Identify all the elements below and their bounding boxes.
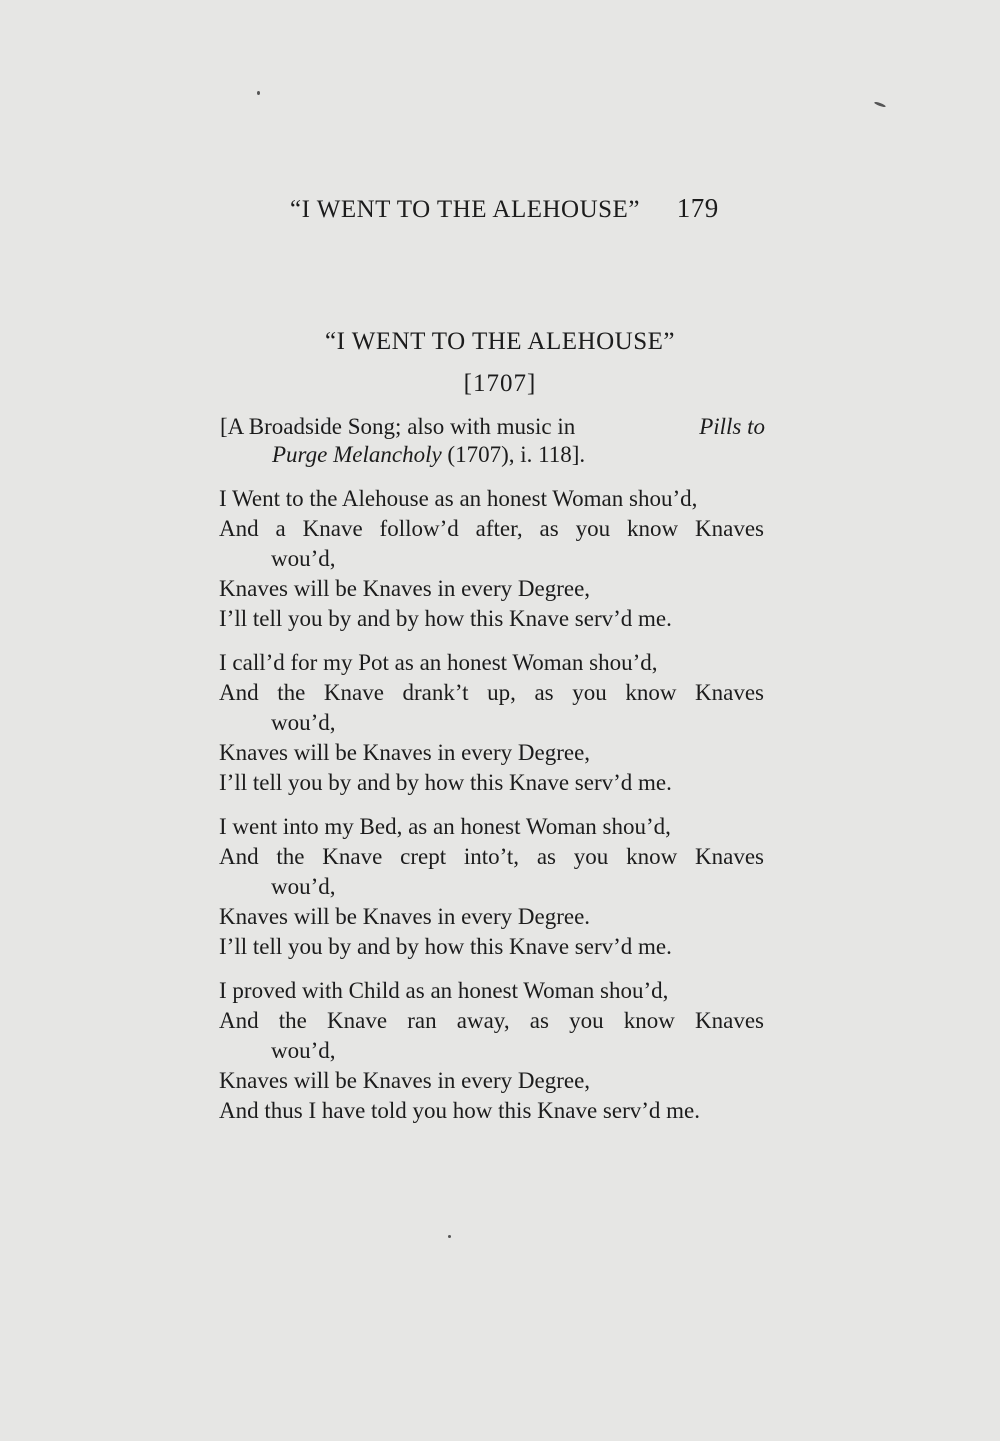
verse-line: I’ll tell you by and by how this Knave serv’d me. bbox=[219, 770, 672, 795]
verse-line: I’ll tell you by and by how this Knave serv’d me. bbox=[219, 606, 672, 631]
stanza-1 bbox=[219, 484, 764, 634]
source-note-line-1 bbox=[220, 413, 765, 441]
verse-line: I Went to the Alehouse as an honest Woman shou’d, bbox=[219, 486, 698, 511]
verse-line: And thus I have told you how this Knave serv’d me. bbox=[219, 1098, 701, 1123]
verse-line-continuation: wou’d, bbox=[271, 874, 336, 899]
stanza-4 bbox=[219, 976, 764, 1126]
verse-line: I call’d for my Pot as an honest Woman shou’d, bbox=[219, 650, 658, 675]
verse-line-continuation: wou’d, bbox=[271, 546, 336, 571]
verse-line: Knaves will be Knaves in every Degree, bbox=[219, 1068, 591, 1093]
verse-line: I proved with Child as an honest Woman shou’d, bbox=[219, 978, 669, 1003]
source-note bbox=[220, 413, 765, 469]
verse-line: Knaves will be Knaves in every Degree. bbox=[219, 904, 591, 929]
verse-line: I’ll tell you by and by how this Knave serv’d me. bbox=[219, 934, 672, 959]
running-head bbox=[290, 193, 770, 224]
paper-speck bbox=[257, 91, 260, 95]
poem-year: [1707] bbox=[463, 370, 537, 397]
source-note-text: [A Broadside Song; also with music in bbox=[220, 414, 576, 439]
verse-line-continuation: wou’d, bbox=[271, 1038, 336, 1063]
poem-body bbox=[219, 484, 764, 1140]
verse-line: Knaves will be Knaves in every Degree, bbox=[219, 576, 591, 601]
stanza-2 bbox=[219, 648, 764, 798]
page-number: 179 bbox=[676, 193, 719, 223]
source-note-line-2 bbox=[220, 441, 765, 469]
source-note-citation: (1707), i. 118]. bbox=[441, 442, 586, 467]
verse-line: And the Knave ran away, as you know Knaves bbox=[219, 1008, 764, 1033]
paper-speck bbox=[874, 101, 886, 108]
source-note-italic-purge: Purge Melancholy bbox=[272, 442, 442, 467]
stanza-3 bbox=[219, 812, 764, 962]
verse-line-continuation: wou’d, bbox=[271, 710, 336, 735]
verse-line: I went into my Bed, as an honest Woman shou’d, bbox=[219, 814, 671, 839]
poem-title: “I WENT TO THE ALEHOUSE” bbox=[325, 328, 675, 355]
running-head-title: “I WENT TO THE ALEHOUSE” bbox=[290, 196, 640, 223]
verse-line: And the Knave crept into’t, as you know Knaves bbox=[219, 844, 764, 869]
paper-speck bbox=[448, 1235, 451, 1238]
verse-line: And the Knave drank’t up, as you know Knaves bbox=[219, 680, 764, 705]
source-note-italic-pills: Pills to bbox=[699, 414, 765, 439]
verse-line: And a Knave follow’d after, as you know Knaves bbox=[219, 516, 764, 541]
verse-line: Knaves will be Knaves in every Degree, bbox=[219, 740, 591, 765]
